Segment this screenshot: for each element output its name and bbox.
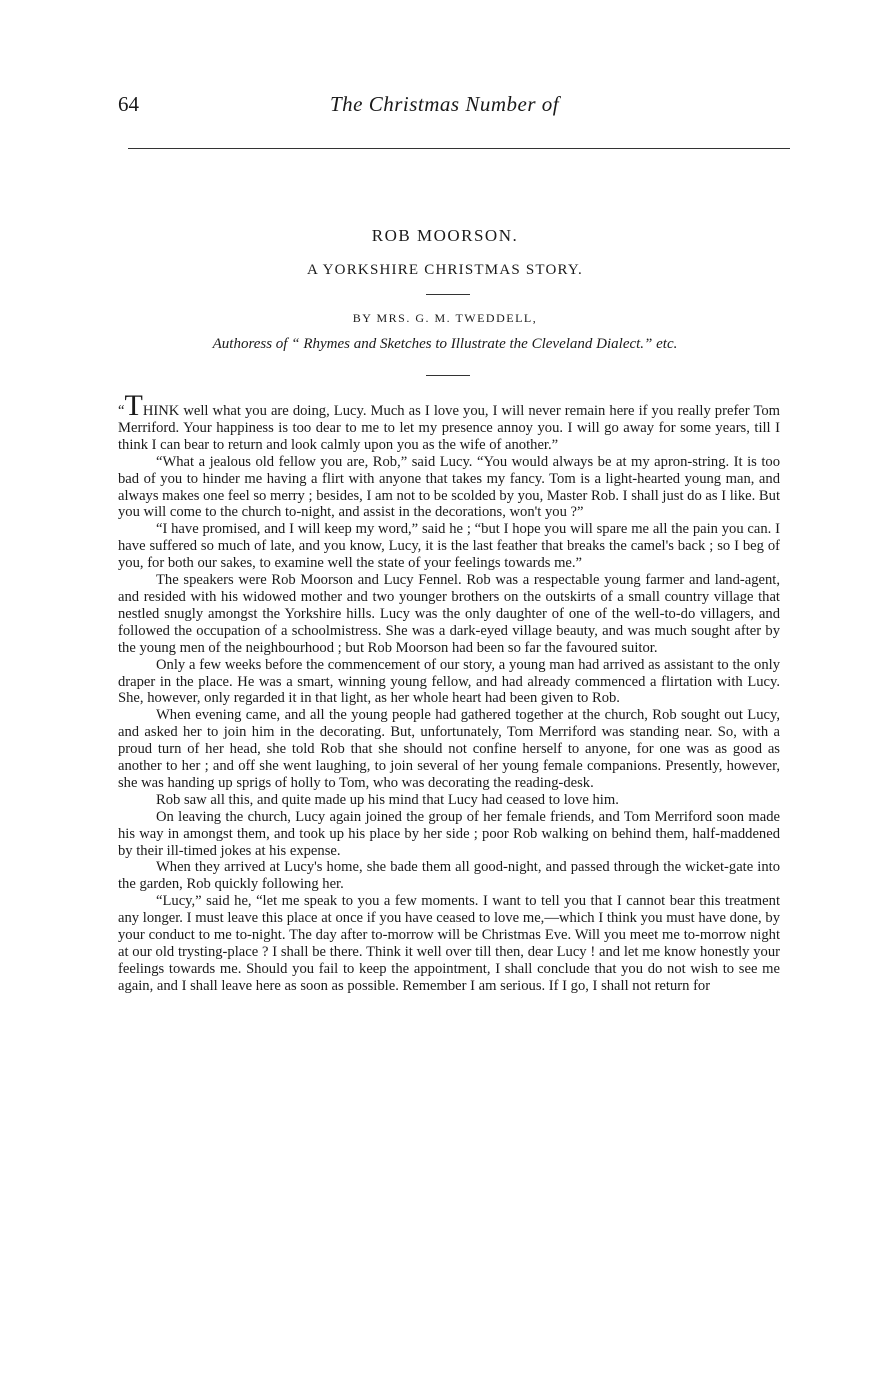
header-rule xyxy=(128,148,790,149)
paragraph-text: HINK well what you are doing, Lucy. Much as I love you, I will never remain here if you really prefer Tom Merriford. Your happiness is too dear to me to let my presence annoy you. I will go away for some years, till I think I can bear to return and look calmly upon you as the wife of another.” xyxy=(118,403,780,453)
paragraph xyxy=(118,389,780,454)
paragraph: “What a jealous old fellow you are, Rob,” said Lucy. “You would always be at my apron-string. It is too bad of you to hinder me having a flirt with anyone that takes my fancy. Tom is a light-hearted young man, and always makes one feel so merry ; besides, I am not to be scolded by you, Master Rob. I shall just do as I like. But you will come to the church to-night, and assist in the decorations, won't you ?” xyxy=(118,453,780,521)
story-title: ROB MOORSON. xyxy=(371,226,519,245)
paragraph: The speakers were Rob Moorson and Lucy Fennel. Rob was a respectable young farmer and land-agent, and resided with his widowed mother and two younger brothers on the outskirts of a small country village that nestled snugly amongst the Yorkshire hills. Lucy was the only daughter of one of the well-to-do villagers, and followed the occupation of a schoolmistress. She was a dark-eyed village beauty, and was much sought after by the young men of the neighbourhood ; but Rob Moorson had been so far the favoured suitor. xyxy=(118,572,780,656)
paragraph: Rob saw all this, and quite made up his mind that Lucy had ceased to love him. xyxy=(156,791,619,808)
paragraph: When they arrived at Lucy's home, she bade them all good-night, and passed through the wicket-gate into the garden, Rob quickly following her. xyxy=(118,859,780,893)
story-body xyxy=(118,389,780,995)
paragraph: “Lucy,” said he, “let me speak to you a few moments. I want to tell you that I cannot bear this treatment any longer. I must leave this place at once if you have ceased to love me,—which I think you must have done, by your conduct to me to-night. The day after to-morrow will be Christmas Eve. Will you meet me to-morrow night at our old trysting-place ? I shall be there. Think it well over till then, dear Lucy ! and let me know honestly your feelings towards me. Should you fail to keep the appointment, I shall conclude that you do not wish to see me again, and I shall leave here as soon as possible. Remember I am serious. If I go, I shall not return for xyxy=(118,893,780,994)
page-number: 64 xyxy=(118,92,139,116)
author-byline: BY MRS. G. M. TWEDDELL, xyxy=(352,311,538,325)
running-head xyxy=(0,92,890,122)
running-title: The Christmas Number of xyxy=(330,92,560,116)
story-subtitle: A YORKSHIRE CHRISTMAS STORY. xyxy=(307,262,583,278)
paragraph: Only a few weeks before the commencement of our story, a young man had arrived as assistant to the only draper in the place. He was a smart, winning young fellow, and had already commenced a flirtation with Lucy. She, however, only regarded it in that light, as her whole heart had been given to Rob. xyxy=(118,656,780,707)
paragraph: When evening came, and all the young people had gathered together at the church, Rob sought out Lucy, and asked her to join him in the decorating. But, unfortunately, Tom Merriford was standing near. So, with a proud turn of her head, she told Rob that she should not confine herself to anyone, for one was as good as another to her ; and off she went laughing, to join several of her young female companions. Presently, however, she was handing up sprigs of holly to Tom, who was decorating the reading-desk. xyxy=(118,707,780,791)
drop-cap: T xyxy=(124,389,143,422)
paragraph: “I have promised, and I will keep my word,” said he ; “but I hope you will spare me all the pain you can. I have suffered so much of late, and you know, Lucy, it is the last feather that breaks the camel's back ; so I beg of you, for both our sakes, to examine well the state of your feelings towards me.” xyxy=(118,521,780,572)
credit-divider xyxy=(426,375,470,376)
author-credit: Authoress of “ Rhymes and Sketches to Illustrate the Cleveland Dialect.” etc. xyxy=(212,336,678,352)
paragraph: On leaving the church, Lucy again joined the group of her female friends, and Tom Merriford soon made his way in amongst them, and took up his place by her side ; poor Rob walking on behind them, half-maddened by their ill-timed jokes at his expense. xyxy=(118,808,780,859)
opening-quote: “ xyxy=(118,403,125,419)
title-divider xyxy=(426,294,470,295)
